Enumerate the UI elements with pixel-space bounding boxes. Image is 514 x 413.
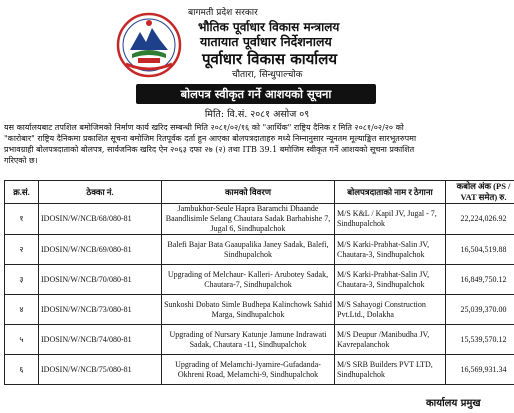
row-amount: 15,539,570.12 (446, 325, 514, 355)
table-row (5, 235, 514, 265)
row-sn: १ (5, 204, 39, 235)
table-row (5, 355, 514, 385)
table-header-row (5, 181, 514, 204)
notice-title: बोलपत्र स्वीकृत गर्ने आशयको सूचना (136, 84, 376, 104)
header-bidder: बोलपत्रदाताको नाम र ठेगाना (335, 181, 446, 204)
paragraph-line: गरिएको छ। (4, 156, 38, 165)
row-bidder: M/S Karki-Prabhat-Salin JV, Chautara-3, Sindhupalchok (335, 265, 446, 295)
paragraph-line: "कारोबार" राष्ट्रिय दैनिकमा प्रकाशित सूचना बमोजिम रितपूर्वक दर्ता हुन आएका बोलपत्रदाताहरु मध्ये निम्नानुसार न्यूनतम मूल्याङ्कित सारभूतरुपमा (4, 134, 417, 143)
row-contract-no: IDOSIN/W/NCB/69/080-81 (39, 235, 162, 265)
row-contract-no: IDOSIN/W/NCB/75/080-81 (39, 355, 162, 385)
row-sn: ३ (5, 265, 39, 295)
row-sn: २ (5, 235, 39, 265)
table-row (5, 204, 514, 235)
office-location: चौतारा, सिन्धुपाल्चोक (232, 70, 303, 80)
notice-paragraph (4, 122, 510, 166)
paragraph-line: प्रभावग्राही बोलपत्रदाताको बोलपत्र, सार्वजनिक खरिद ऐन २०६३ दफा २७ (२) तथा ITB 39.1 बमोजिम स्वीकृत गर्ने आशयको सूचना प्रकाशित (4, 145, 415, 154)
row-amount: 16,849,750.12 (446, 265, 514, 295)
row-sn: ५ (5, 325, 39, 355)
row-description: Sunkoshi Dobato Simle Budhepa Kalinchowk Sahid Marga, Sindhupalchok (162, 295, 335, 325)
row-amount: 16,569,931.34 (446, 355, 514, 385)
row-description: Jambukhor-Seule Hapra Baramchi Dhaande Baandlisimle Selang Chautara Sadak Barhabishe 7, Jugal 6, Sindhupalchok (162, 204, 335, 235)
row-bidder: M/S Sahayogi Construction Pvt.Ltd., Dolakha (335, 295, 446, 325)
row-amount: 25,039,370.00 (446, 295, 514, 325)
tender-table (4, 180, 514, 385)
header-description: कामको विवरण (162, 181, 335, 204)
office-chief-signature: कार्यालय प्रमुख (426, 398, 481, 409)
row-bidder: M/S Karki-Prabhat-Salin JV, Chautara-3, Sindhupalchok (335, 235, 446, 265)
table-row (5, 265, 514, 295)
row-sn: ४ (5, 295, 39, 325)
row-contract-no: IDOSIN/W/NCB/73/080-81 (39, 295, 162, 325)
header-amount: कबोल अंक (PS / VAT समेत) रु. (446, 181, 514, 204)
paragraph-line: यस कार्यालयबाट तपशिल बमोजिमको निर्माण कार्य खरिद सम्बन्धी मिति २०८१/०२/१६ को "आर्थिक" राष्ट्रिय दैनिक र मिति २०८१/०२/२० को (4, 123, 404, 132)
notice-date: मिति: वि.सं. २०८१ असोज ०९ (204, 109, 310, 120)
row-contract-no: IDOSIN/W/NCB/74/080-81 (39, 325, 162, 355)
table-row (5, 325, 514, 355)
row-bidder: M/S SRB Builders PVT LTD, Sindhupalchok (335, 355, 446, 385)
row-sn: ६ (5, 355, 39, 385)
table-row (5, 295, 514, 325)
row-bidder: M/S K&L / Kapil JV, Jugal - 7, Sindhupalchok (335, 204, 446, 235)
row-contract-no: IDOSIN/W/NCB/70/080-81 (39, 265, 162, 295)
ministry-name: भौतिक पूर्वाधार विकास मन्त्रालय (198, 20, 340, 34)
row-description: Upgrading of Melamchi-Jyamire-Gufadanda-Okhreni Road, Melamchi-9, Sindhupalchok (162, 355, 335, 385)
row-amount: 16,504,519.88 (446, 235, 514, 265)
row-description: Upgrading of Nursary Katunje Jamune Indrawati Sadak, Chautara -11, Sindhupalchok (162, 325, 335, 355)
row-contract-no: IDOSIN/W/NCB/68/080-81 (39, 204, 162, 235)
letterhead (0, 0, 514, 84)
row-description: Balefi Bajar Bata Gaaupalika Janey Sadak, Balefi, Sindhupalchok (162, 235, 335, 265)
header-sn: क्र.सं. (5, 181, 39, 204)
row-description: Upgrading of Melchaur- Kalleri- Arubotey Sadak, Chautara-7, Sindhupalchok (162, 265, 335, 295)
row-bidder: M/S Deupur /Manibudha JV, Kavrepalanchok (335, 325, 446, 355)
directorate-name: यातायात पूर्वाधार निर्देशनालय (200, 34, 332, 49)
header-contract-no: ठेक्का नं. (39, 181, 162, 204)
province-name: बागमती प्रदेश सरकार (188, 8, 258, 18)
nepal-emblem-icon (116, 12, 182, 78)
row-amount: 22,224,026.92 (446, 204, 514, 235)
office-name: पूर्वाधार विकास कार्यालय (202, 50, 338, 68)
